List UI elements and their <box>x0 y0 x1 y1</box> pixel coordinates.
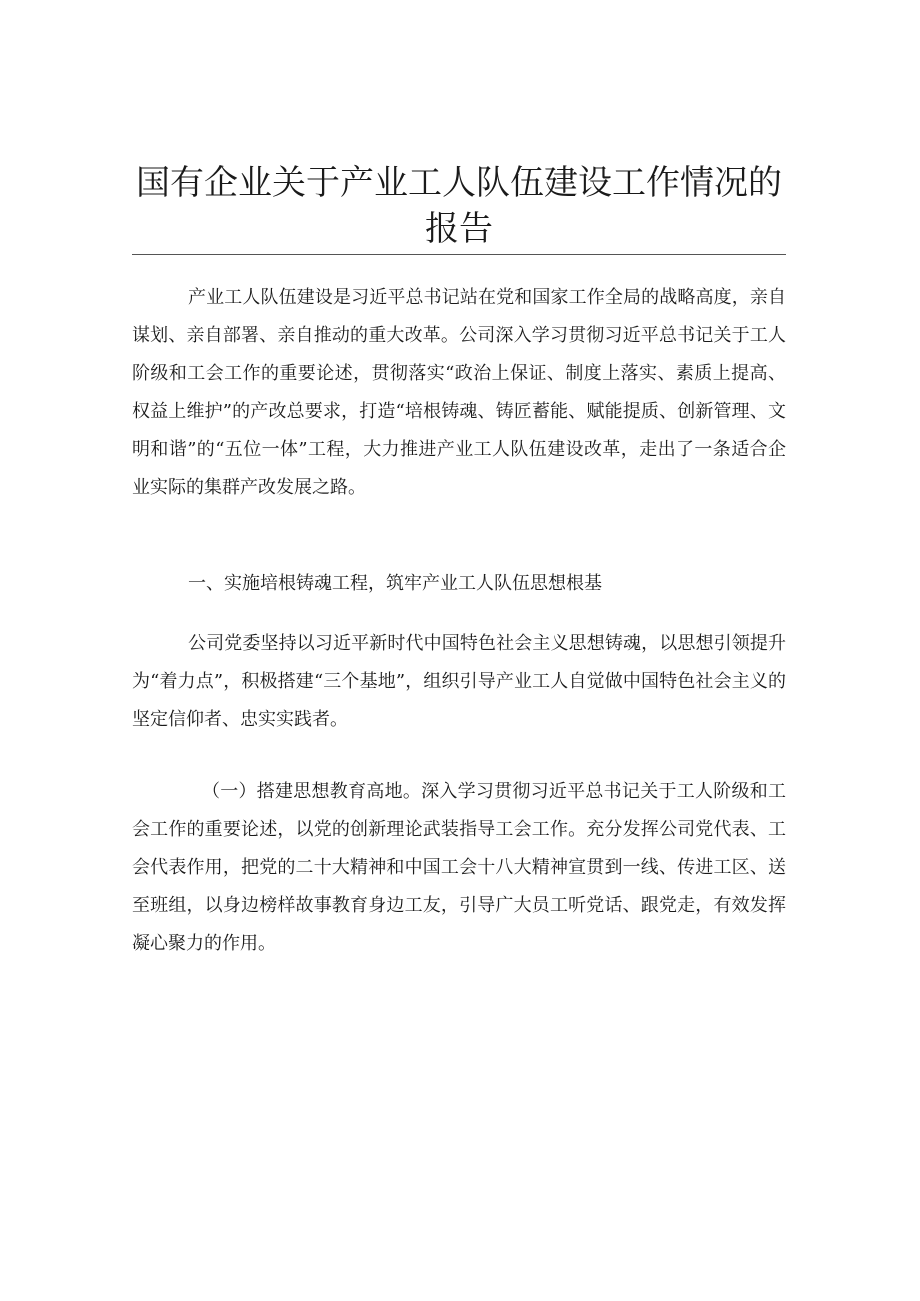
intro-paragraph: 产业工人队伍建设是习近平总书记站在党和国家工作全局的战略高度，亲自谋划、亲自部署、亲自推动的重大改革。公司深入学习贯彻习近平总书记关于工人阶级和工会工作的重要论述，贯彻落实“政治上保证、制度上落实、素质上提高、权益上维护”的产改总要求，打造“培根铸魂、铸匠蓄能、赋能提质、创新管理、文明和谐”的“五位一体”工程，大力推进产业工人队伍建设改革，走出了一条适合企业实际的集群产改发展之路。 <box>132 287 786 498</box>
title-divider <box>132 254 786 255</box>
subsection-1-paragraph: （一）搭建思想教育高地。深入学习贯彻习近平总书记关于工人阶级和工会工作的重要论述，以党的创新理论武装指导工会工作。充分发挥公司党代表、工会代表作用，把党的二十大精神和中国工会十八大精神宣贯到一线、传进工区、送至班组，以身边榜样故事教育身边工友，引导广大员工听党话、跟党走，有效发挥凝心聚力的作用。 <box>132 781 786 954</box>
document-title: 国有企业关于产业工人队伍建设工作情况的报告 <box>136 163 782 249</box>
section-1-paragraph: 公司党委坚持以习近平新时代中国特色社会主义思想铸魂，以思想引领提升为“着力点”，积极搭建“三个基地”，组织引导产业工人自觉做中国特色社会主义的坚定信仰者、忠实实践者。 <box>132 633 786 730</box>
section-heading-1: 一、实施培根铸魂工程，筑牢产业工人队伍思想根基 <box>188 573 602 594</box>
